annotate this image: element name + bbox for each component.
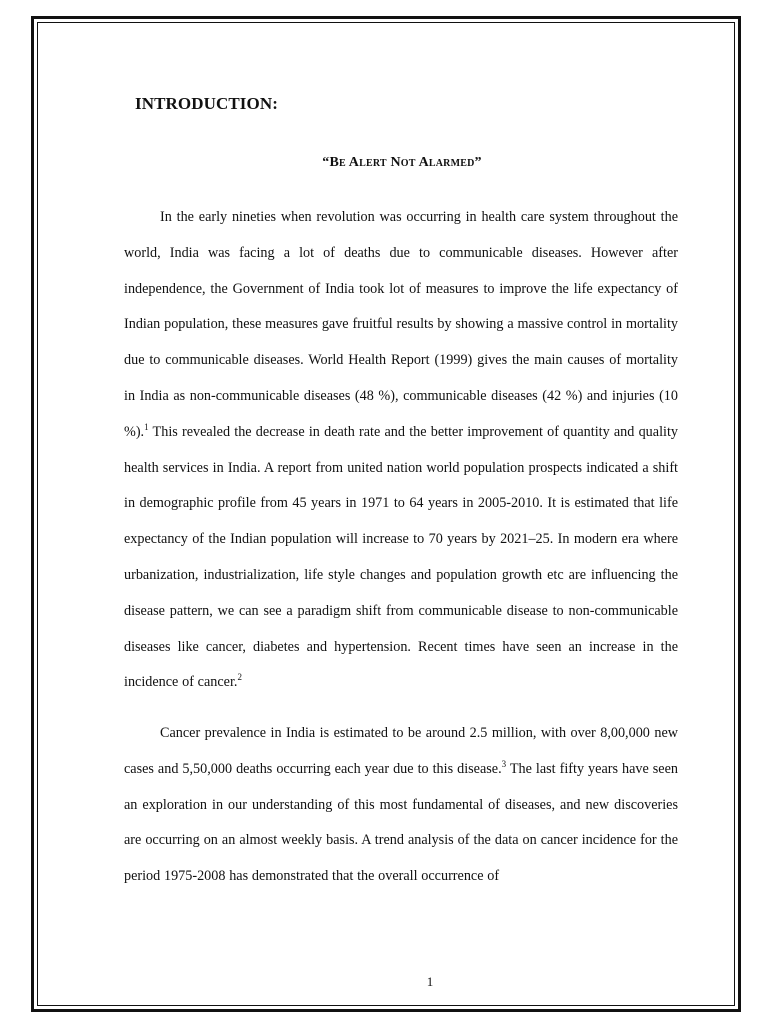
paragraph-1-text-a: In the early nineties when revolution was occurring in health care system throughout the world, India was facing a lot of deaths due to communicable diseases. However after independence, the Government of India took lot of measures to improve the life expectancy of Indian population, these measures gave fruitful results by showing a massive control in mortality due to communicable diseases. World Health Report (1999) gives the main causes of mortality in India as non-communicable diseases (48 %), communicable diseases (42 %) and injuries (10 %). <box>124 209 678 440</box>
paragraph-1 <box>124 200 678 701</box>
paragraph-2 <box>124 716 678 895</box>
paragraph-1-text-b: This revealed the decrease in death rate and the better improvement of quantity and quality health services in India. A report from united nation world population prospects indicated a shift in demographic profile from 45 years in 1971 to 64 years in 2005-2010. It is estimated that life expectancy of the Indian population will increase to 70 years by 2021–25. In modern era where urbanization, industrialization, life style changes and population growth etc are influencing the disease pattern, we can see a paradigm shift from communicable disease to non-communicable diseases like cancer, diabetes and hypertension. Recent times have seen an increase in the incidence of cancer. <box>124 423 678 691</box>
reference-2: 2 <box>237 672 242 683</box>
section-heading: INTRODUCTION: <box>135 94 278 113</box>
paragraph-2-text-a: Cancer prevalence in India is estimated to be around 2.5 million, with over 8,00,000 new cases and 5,50,000 deaths occurring each year due to this disease. <box>124 725 678 777</box>
reference-3: 3 <box>501 758 507 769</box>
page-number: 1 <box>426 974 434 989</box>
epigraph: “Be Alert Not Alarmed” <box>322 155 482 170</box>
reference-1: 1 <box>144 421 149 432</box>
paragraph-2-text-b: The last fifty years have seen an exploration in our understanding of this most fundamental of diseases, and new discoveries are occurring on an almost weekly basis. A trend analysis of the data on cancer incidence for the period 1975-2008 has demonstrated that the overall occurrence of <box>124 760 678 885</box>
